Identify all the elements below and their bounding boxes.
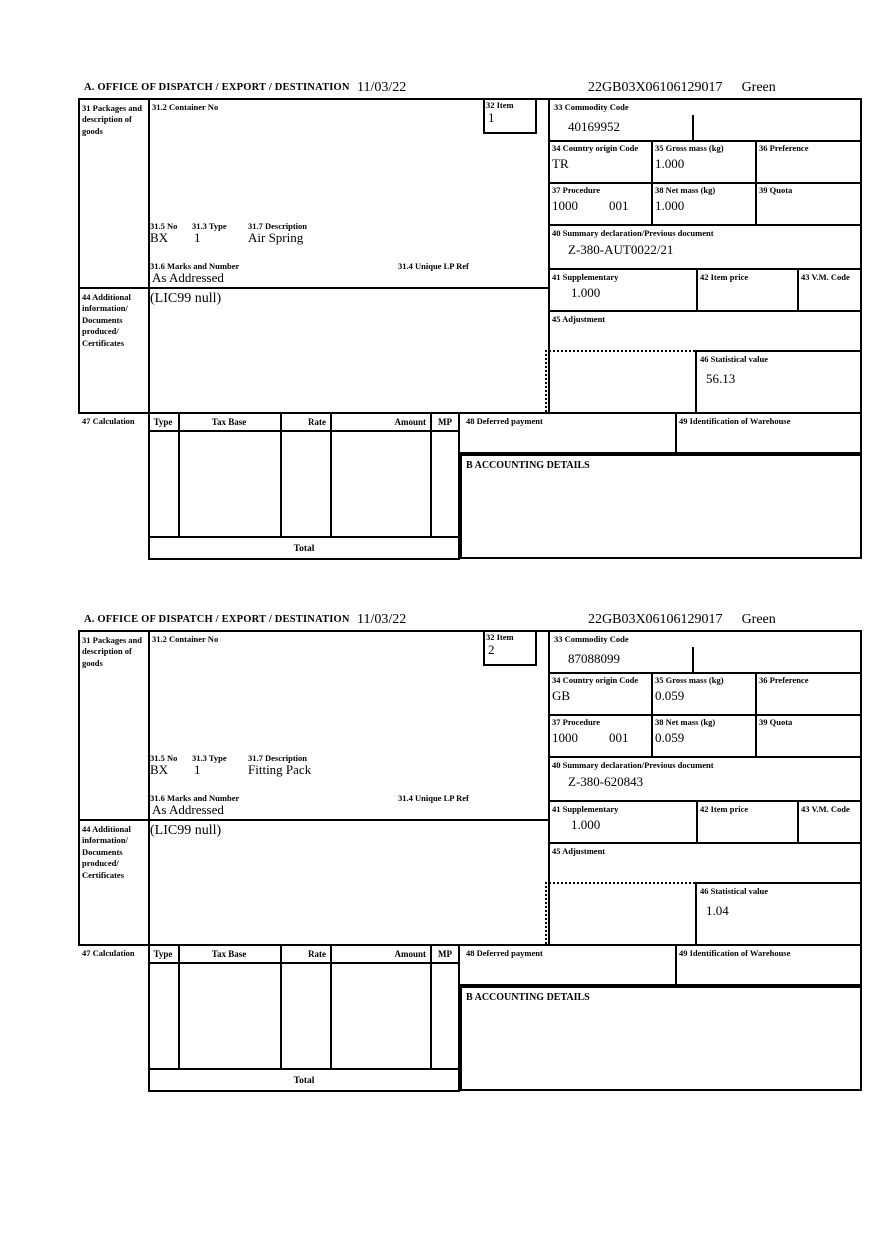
description-value: Fitting Pack [248, 762, 312, 777]
box48-49-divider [675, 412, 677, 454]
declaration-date: 11/03/22 [357, 612, 407, 627]
supplementary-label: 41 Supplementary [552, 804, 619, 814]
col-divider [651, 140, 653, 224]
box47-label: 47 Calculation [82, 416, 135, 426]
table-col-divider [280, 944, 282, 1070]
warehouse-id-label: 49 Identification of Warehouse [679, 948, 791, 958]
table-header-divider [148, 962, 460, 964]
center-divider [548, 630, 550, 946]
packages-type-label: 31.3 Type [192, 221, 227, 231]
adjustment-label: 45 Adjustment [552, 314, 606, 324]
vm-code-label: 43 V.M. Code [801, 804, 850, 814]
packages-type-value: 1 [194, 762, 201, 777]
row-divider [548, 672, 862, 674]
statistical-value-label: 46 Statistical value [700, 354, 768, 364]
marks-label: 31.6 Marks and Number [150, 793, 240, 803]
col-amount-header: Amount [394, 949, 426, 959]
commodity-code-value: 40169952 [568, 119, 620, 134]
packages-no-value: BX [150, 762, 169, 777]
item-price-label: 42 Item price [700, 272, 749, 282]
label-column-divider [148, 630, 150, 946]
movement-reference [588, 612, 776, 628]
commodity-code-divider [692, 115, 694, 140]
net-mass-label: 38 Net mass (kg) [655, 717, 716, 727]
net-mass-value: 0.059 [655, 730, 685, 745]
container-no-label: 31.2 Container No [152, 102, 219, 112]
summary-declaration-value: Z-380-AUT0022/21 [568, 242, 674, 257]
supplementary-value: 1.000 [571, 817, 601, 832]
col-divider [651, 672, 653, 756]
additional-info-value: (LIC99 null) [150, 823, 222, 838]
container-no-label: 31.2 Container No [152, 634, 219, 644]
office-of-dispatch-title: A. OFFICE OF DISPATCH / EXPORT / DESTINATION [84, 614, 350, 625]
table-col-divider [430, 412, 432, 538]
description-value: Air Spring [248, 230, 304, 245]
procedure-value-2: 001 [609, 198, 629, 213]
row-divider [548, 842, 862, 844]
col-amount-header: Amount [394, 417, 426, 427]
total-row [148, 538, 460, 560]
procedure-label: 37 Procedure [552, 717, 601, 727]
commodity-code-value: 87088099 [568, 651, 620, 666]
table-col-divider [330, 944, 332, 1070]
country-origin-label: 34 Country origin Code [552, 143, 639, 153]
item-number-value: 1 [488, 110, 495, 125]
deferred-payment-label: 48 Deferred payment [466, 416, 543, 426]
adjustment-continuation-dotted-left [545, 882, 547, 944]
row-divider [548, 714, 862, 716]
summary-declaration-value: Z-380-620843 [568, 774, 644, 789]
gross-mass-label: 35 Gross mass (kg) [655, 675, 724, 685]
packages-type-label: 31.3 Type [192, 753, 227, 763]
commodity-code-divider [692, 647, 694, 672]
country-origin-label: 34 Country origin Code [552, 675, 639, 685]
col-divider [797, 800, 799, 842]
office-of-dispatch-title: A. OFFICE OF DISPATCH / EXPORT / DESTINATION [84, 82, 350, 93]
item-number-value: 2 [488, 642, 495, 657]
description-label: 31.7 Description [248, 221, 308, 231]
row-divider [548, 310, 862, 312]
supplementary-value: 1.000 [571, 285, 601, 300]
procedure-value-2: 001 [609, 730, 629, 745]
supplementary-label: 41 Supplementary [552, 272, 619, 282]
box44-divider [78, 819, 550, 821]
box31-label: 31 Packages and description of goods [82, 103, 142, 136]
row-divider [548, 182, 862, 184]
item-label: 32 Item [486, 632, 514, 642]
col-mp-header: MP [438, 417, 452, 427]
row-divider [548, 140, 862, 142]
marks-value: As Addressed [152, 802, 224, 817]
marks-label: 31.6 Marks and Number [150, 261, 240, 271]
procedure-value: 1000 [552, 730, 578, 745]
col-rate-header: Rate [308, 417, 326, 427]
adjustment-continuation-dotted-top [545, 882, 695, 884]
packages-no-value: BX [150, 230, 169, 245]
col-divider [696, 268, 698, 310]
label-column-divider [148, 98, 150, 414]
col-type-header: Type [153, 949, 173, 959]
marks-value: As Addressed [152, 270, 224, 285]
description-label: 31.7 Description [248, 753, 308, 763]
country-origin-value: TR [552, 156, 569, 171]
preference-label: 36 Preference [759, 675, 809, 685]
row-divider [548, 756, 862, 758]
commodity-code-label: 33 Commodity Code [554, 102, 629, 112]
summary-declaration-label: 40 Summary declaration/Previous document [552, 760, 714, 770]
commodity-code-label: 33 Commodity Code [554, 634, 629, 644]
mrn-value: 22GB03X06106129017 [588, 80, 723, 95]
table-col-divider [178, 412, 180, 538]
adjustment-continuation-dotted-left [545, 350, 547, 412]
box31-label: 31 Packages and description of goods [82, 635, 142, 668]
accounting-details-label: B ACCOUNTING DETAILS [466, 460, 590, 471]
declaration-item-2 [78, 612, 864, 1096]
summary-declaration-label: 40 Summary declaration/Previous document [552, 228, 714, 238]
col-divider [797, 268, 799, 310]
item-price-label: 42 Item price [700, 804, 749, 814]
unique-lp-ref-label: 31.4 Unique LP Ref [398, 793, 469, 803]
row-divider [548, 224, 862, 226]
center-divider [548, 98, 550, 414]
movement-reference [588, 80, 776, 96]
routing-status: Green [741, 612, 776, 627]
col-mp-header: MP [438, 949, 452, 959]
statistical-value-value: 1.04 [706, 903, 729, 918]
packages-type-value: 1 [194, 230, 201, 245]
accounting-details-label: B ACCOUNTING DETAILS [466, 992, 590, 1003]
table-col-divider [178, 944, 180, 1070]
warehouse-id-label: 49 Identification of Warehouse [679, 416, 791, 426]
table-col-divider [280, 412, 282, 538]
box47-label: 47 Calculation [82, 948, 135, 958]
col-rate-header: Rate [308, 949, 326, 959]
table-col-divider [330, 412, 332, 538]
adjustment-label: 45 Adjustment [552, 846, 606, 856]
mrn-value: 22GB03X06106129017 [588, 612, 723, 627]
additional-info-value: (LIC99 null) [150, 291, 222, 306]
gross-mass-label: 35 Gross mass (kg) [655, 143, 724, 153]
table-col-divider [430, 944, 432, 1070]
row-divider [548, 268, 862, 270]
quota-label: 39 Quota [759, 185, 793, 195]
box48-49-divider [675, 944, 677, 986]
country-origin-value: GB [552, 688, 571, 703]
col-taxbase-header: Tax Base [211, 417, 247, 427]
col-type-header: Type [153, 417, 173, 427]
statistical-value-value: 56.13 [706, 371, 736, 386]
procedure-label: 37 Procedure [552, 185, 601, 195]
declaration-item-1 [78, 80, 864, 564]
routing-status: Green [741, 80, 776, 95]
col-taxbase-header: Tax Base [211, 949, 247, 959]
total-row [148, 1070, 460, 1092]
total-label: Total [293, 544, 315, 554]
gross-mass-value: 1.000 [655, 156, 685, 171]
table-header-divider [148, 430, 460, 432]
row-divider [548, 800, 862, 802]
gross-mass-value: 0.059 [655, 688, 685, 703]
preference-label: 36 Preference [759, 143, 809, 153]
deferred-payment-label: 48 Deferred payment [466, 948, 543, 958]
box44-label: 44 Additional information/ Documents produced/ Certificates [82, 292, 131, 348]
net-mass-label: 38 Net mass (kg) [655, 185, 716, 195]
declaration-date: 11/03/22 [357, 80, 407, 95]
statistical-value-label: 46 Statistical value [700, 886, 768, 896]
box44-label: 44 Additional information/ Documents produced/ Certificates [82, 824, 131, 880]
unique-lp-ref-label: 31.4 Unique LP Ref [398, 261, 469, 271]
col-divider [755, 140, 757, 224]
quota-label: 39 Quota [759, 717, 793, 727]
vm-code-label: 43 V.M. Code [801, 272, 850, 282]
adjustment-continuation-dotted-top [545, 350, 695, 352]
net-mass-value: 1.000 [655, 198, 685, 213]
box44-divider [78, 287, 550, 289]
procedure-value: 1000 [552, 198, 578, 213]
total-label: Total [293, 1076, 315, 1086]
col-divider [755, 672, 757, 756]
packages-no-label: 31.5 No [150, 753, 178, 763]
item-label: 32 Item [486, 100, 514, 110]
col-divider [696, 800, 698, 842]
packages-no-label: 31.5 No [150, 221, 178, 231]
